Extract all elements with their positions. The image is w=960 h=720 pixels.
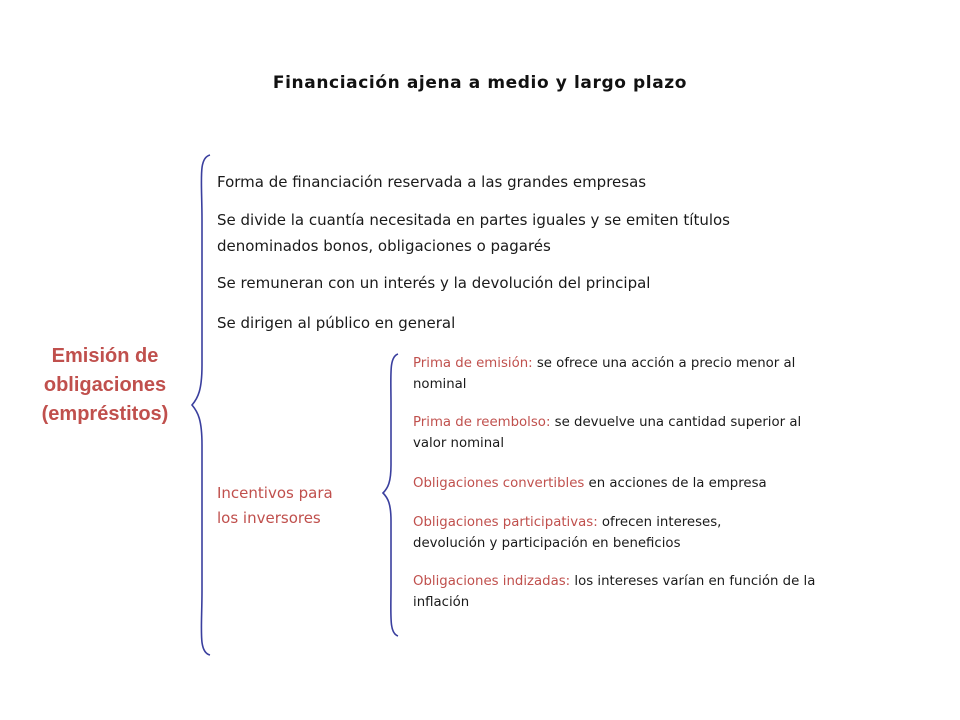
incentive-keyword: Prima de reembolso: <box>413 415 551 430</box>
incentives-label-line: los inversores <box>217 509 321 527</box>
point-text: Se remuneran con un interés y la devolución del principal <box>217 274 651 292</box>
incentive-item <box>413 571 883 613</box>
incentive-item <box>413 412 883 454</box>
point-text: Se dirigen al público en general <box>217 314 456 332</box>
incentive-item <box>413 512 883 554</box>
incentives-brace <box>380 350 410 640</box>
incentive-keyword: Obligaciones convertibles <box>413 476 585 491</box>
incentive-keyword: Obligaciones indizadas: <box>413 574 571 589</box>
incentive-keyword: Prima de emisión: <box>413 356 533 371</box>
incentive-text: se devuelve una cantidad superior al <box>550 415 802 430</box>
main-topic-line: obligaciones <box>43 374 167 396</box>
point-text: denominados bonos, obligaciones o pagarés <box>217 237 551 255</box>
incentive-text: ofrecen intereses, <box>597 515 722 530</box>
incentive-text: los intereses varían en función de la <box>570 574 816 589</box>
point-item <box>217 310 827 336</box>
slide-title: Financiación ajena a medio y largo plazo <box>272 73 688 93</box>
main-topic-line: (empréstitos) <box>41 403 169 425</box>
incentive-text: se ofrece una acción a precio menor al <box>532 356 796 371</box>
main-topic <box>20 342 190 429</box>
point-item <box>217 169 827 195</box>
point-item <box>217 207 827 259</box>
incentive-text: devolución y participación en beneficios <box>413 536 681 551</box>
incentive-text: en acciones de la empresa <box>584 476 767 491</box>
point-item <box>217 270 827 296</box>
point-text: Se divide la cuantía necesitada en partes iguales y se emiten títulos <box>217 211 730 229</box>
incentive-text: valor nominal <box>413 436 505 451</box>
incentive-text: inflación <box>413 595 470 610</box>
incentive-text: nominal <box>413 377 467 392</box>
incentives-label-line: Incentivos para <box>217 484 333 502</box>
incentive-item <box>413 473 883 494</box>
main-topic-line: Emisión de <box>51 345 159 367</box>
incentive-keyword: Obligaciones participativas: <box>413 515 598 530</box>
incentive-item <box>413 353 883 395</box>
point-text: Forma de financiación reservada a las grandes empresas <box>217 173 647 191</box>
incentives-label <box>217 481 377 531</box>
